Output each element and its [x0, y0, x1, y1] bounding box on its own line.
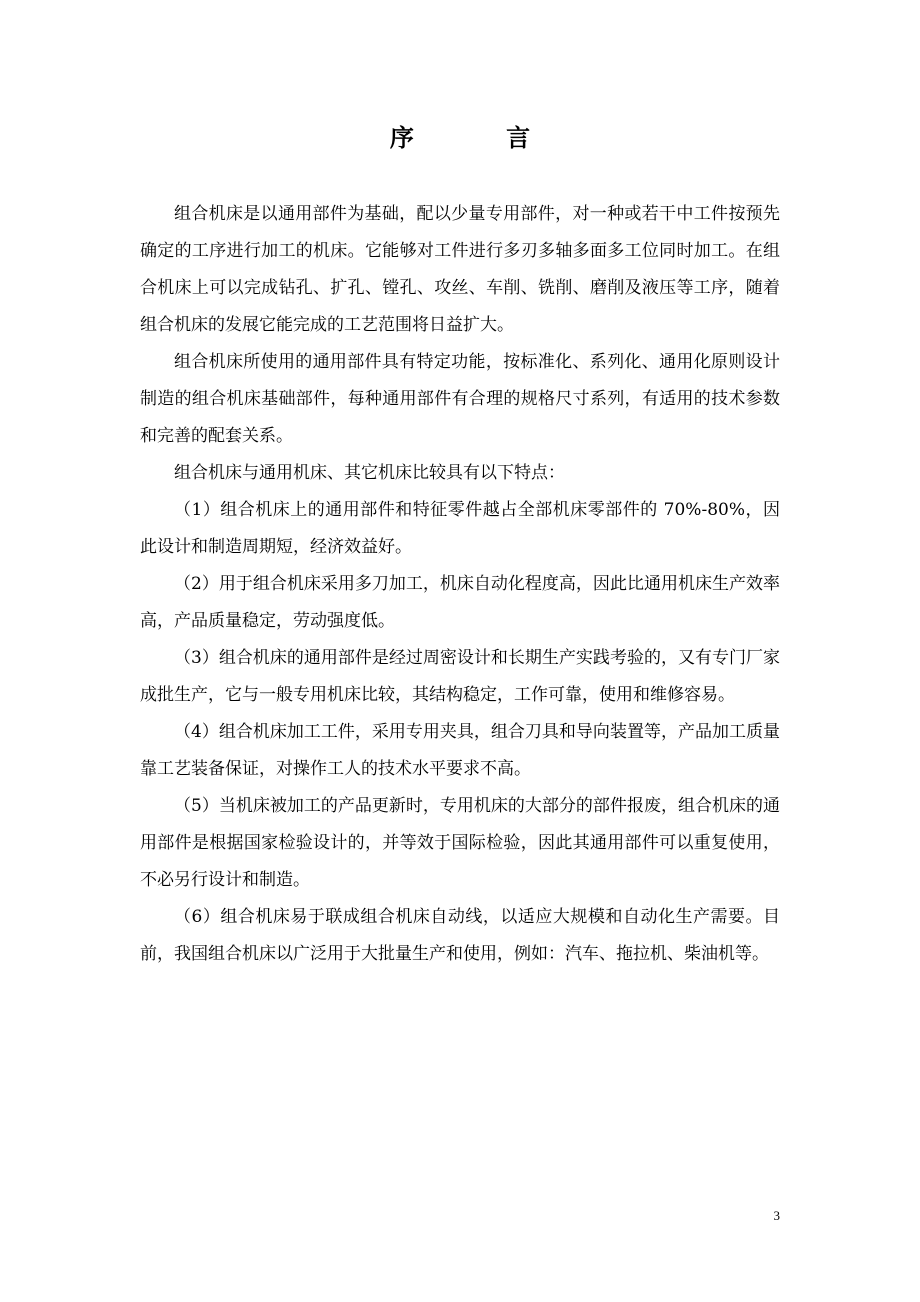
paragraph-feature-5: （5）当机床被加工的产品更新时，专用机床的大部分的部件报废，组合机床的通用部件是根据国家检验设计的，并等效于国际检验，因此其通用部件可以重复使用，不必另行设计和制造。 — [140, 796, 780, 890]
paragraph-intro: 组合机床是以通用部件为基础，配以少量专用部件，对一种或若干中工件按预先确定的工序进行加工的机床。它能够对工件进行多刃多轴多面多工位同时加工。在组合机床上可以完成钻孔、扩孔、镗孔、攻丝、车削、铣削、磨削及液压等工序，随着组合机床的发展它能完成的工艺范围将日益扩大。 — [140, 204, 780, 335]
body-text — [140, 196, 780, 973]
paragraph-feature-1: （1）组合机床上的通用部件和特征零件越占全部机床零部件的 70%-80%，因此设计和制造周期短，经济效益好。 — [140, 500, 780, 557]
paragraph-feature-4: （4）组合机床加工工件，采用专用夹具，组合刀具和导向装置等，产品加工质量靠工艺装备保证，对操作工人的技术水平要求不高。 — [140, 722, 780, 779]
paragraph-feature-6: （6）组合机床易于联成组合机床自动线，以适应大规模和自动化生产需要。目前，我国组合机床以广泛用于大批量生产和使用，例如：汽车、拖拉机、柴油机等。 — [140, 907, 780, 964]
page-number: 3 — [773, 1208, 780, 1223]
paragraph-feature-2: （2）用于组合机床采用多刀加工，机床自动化程度高，因此比通用机床生产效率高，产品质量稳定，劳动强度低。 — [140, 574, 780, 631]
paragraph-general-parts: 组合机床所使用的通用部件具有特定功能，按标准化、系列化、通用化原则设计制造的组合机床基础部件，每种通用部件有合理的规格尺寸系列，有适用的技术参数和完善的配套关系。 — [140, 352, 780, 446]
paragraph-features-intro: 组合机床与通用机床、其它机床比较具有以下特点： — [174, 463, 565, 483]
page-title: 序 言 — [389, 123, 573, 152]
paragraph-feature-3: （3）组合机床的通用部件是经过周密设计和长期生产实践考验的，又有专门厂家成批生产，它与一般专用机床比较，其结构稳定，工作可靠，使用和维修容易。 — [140, 648, 780, 705]
